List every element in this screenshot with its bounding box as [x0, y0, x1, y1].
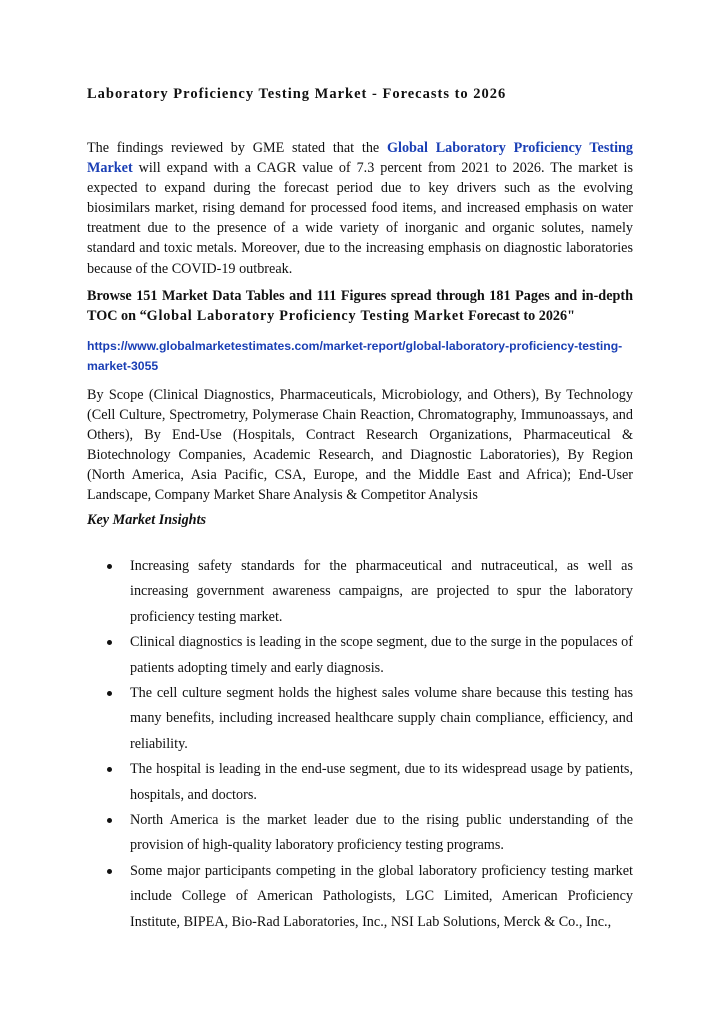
list-item-text: Increasing safety standards for the pharmaceutical and nutraceutical, as well as increasing government awareness campaigns, are projected to spur the laboratory proficiency testing market. [130, 558, 633, 625]
list-item-text: Clinical diagnostics is leading in the scope segment, due to the surge in the populaces of patients adopting timely and early diagnosis. [130, 634, 633, 676]
list-item [87, 554, 633, 630]
intro-text-end: will expand with a CAGR value of 7.3 percent from 2021 to 2026. The market is expected to expand during the forecast period due to key drivers such as the evolving biosimilars market, rising demand for processed food items, and increased emphasis on water treatment due to the presence of a wide variety of inorganic and organic solutes, namely standard and toxic metals. Moreover, due to the increasing emphasis on diagnostic laboratories because of the COVID-19 outbreak. [87, 160, 633, 277]
browse-statement [87, 286, 633, 326]
report-link[interactable]: https://www.globalmarketestimates.com/market-report/global-laboratory-proficiency-testing-market-3055 [87, 339, 623, 373]
bullet-icon [107, 818, 112, 823]
browse-text-end: Forecast to 2026" [464, 308, 575, 324]
bullet-icon [107, 640, 112, 645]
browse-market-name: Global Laboratory Proficiency Testing Market [146, 308, 465, 324]
bullet-icon [107, 767, 112, 772]
scope-paragraph: By Scope (Clinical Diagnostics, Pharmaceuticals, Microbiology, and Others), By Technology (Cell Culture, Spectrometry, Polymerase Chain Reaction, Chromatography, Immunoassays, and Others), By End-Use (Hospitals, Contract Research Organizations, Pharmaceutical & Biotechnology Companies, Academic Research, and Diagnostic Laboratories), By Region (North America, Asia Pacific, CSA, Europe, and the Middle East and Africa); End-User Landscape, Company Market Share Analysis & Competitor Analysis [87, 387, 633, 504]
list-item-text: The hospital is leading in the end-use segment, due to its widespread usage by patients, hospitals, and doctors. [130, 761, 633, 803]
browse-text-start: Browse 151 Market Data Tables and 111 Figures spread through 181 Pages and in-depth TOC on “ [87, 288, 633, 324]
list-item-text: Some major participants competing in the global laboratory proficiency testing market include College of American Pathologists, LGC Limited, American Proficiency Institute, BIPEA, Bio-Rad Laboratories, Inc., NSI Lab Solutions, Merck & Co., Inc., [130, 862, 633, 930]
bullet-icon [107, 869, 112, 874]
list-item [87, 681, 633, 757]
market-name-highlight: Global Laboratory Proficiency Testing Market [87, 140, 634, 177]
bullet-icon [107, 564, 112, 569]
intro-text-start: The findings reviewed by GME stated that the [87, 140, 387, 156]
bullet-icon [107, 691, 112, 696]
intro-paragraph [87, 138, 633, 279]
list-item [87, 859, 633, 935]
key-insights-heading: Key Market Insights [87, 512, 207, 528]
list-item [87, 630, 633, 681]
insights-list [87, 554, 633, 935]
list-item-text: The cell culture segment holds the highest sales volume share because this testing has many benefits, including increased healthcare supply chain compliance, efficiency, and reliability. [130, 685, 633, 752]
list-item-text: North America is the market leader due to the rising public understanding of the provision of high-quality laboratory proficiency testing programs. [130, 812, 633, 854]
list-item [87, 808, 633, 859]
list-item [87, 757, 633, 808]
page-title: Laboratory Proficiency Testing Market - Forecasts to 2026 [87, 86, 507, 102]
